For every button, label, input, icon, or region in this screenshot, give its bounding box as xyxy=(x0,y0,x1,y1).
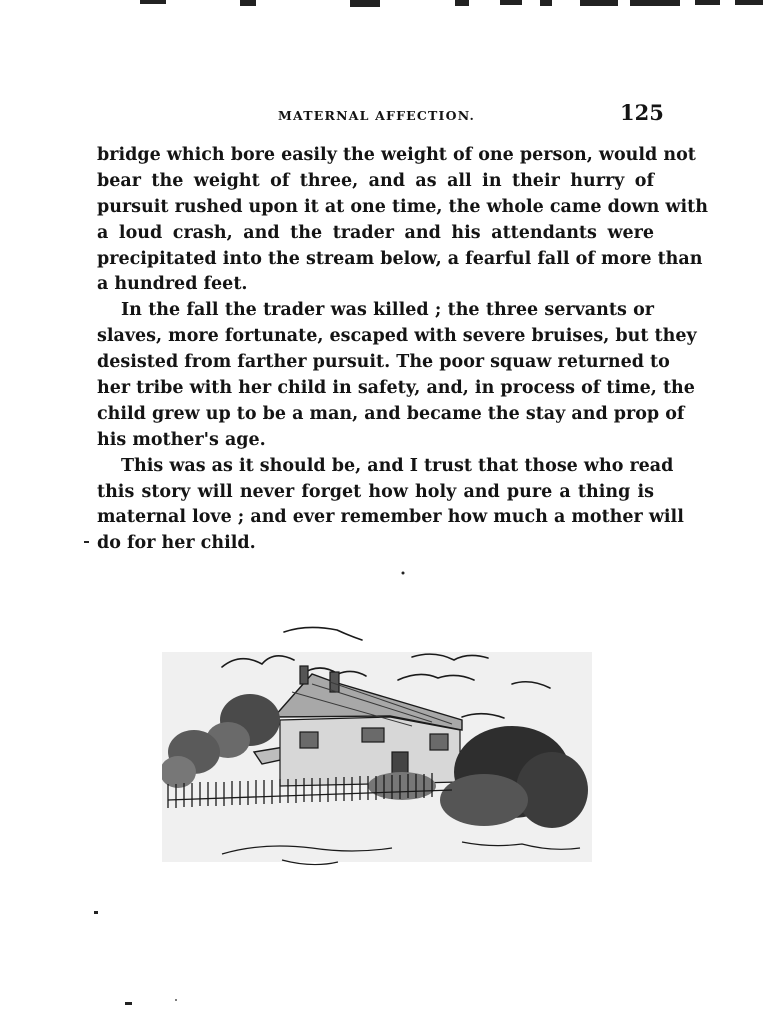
text-line: a loud crash, and the trader and his attendants were xyxy=(97,222,654,243)
text-line: child grew up to be a man, and became the stay and prop of xyxy=(97,403,685,424)
paragraph xyxy=(97,298,697,453)
text-line: slaves, more fortunate, escaped with severe bruises, but they xyxy=(97,326,697,347)
text-line: This was as it should be, and I trust that those who read xyxy=(121,455,674,476)
body-text xyxy=(97,143,708,557)
running-head: MATERNAL AFFECTION. xyxy=(278,108,476,123)
text-line: her tribe with her child in safety, and, in process of time, the xyxy=(97,378,695,399)
text-line: do for her child. xyxy=(97,533,256,554)
page-number: 125 xyxy=(620,100,664,125)
text-line: a hundred feet. xyxy=(97,274,248,295)
bird-stroke xyxy=(284,627,362,640)
cottage-walls xyxy=(280,717,460,786)
previous-page-bleed xyxy=(0,0,769,14)
text-line: bridge which bore easily the weight of one person, would not xyxy=(97,145,696,165)
text-line: pursuit rushed upon it at one time, the whole came down with xyxy=(97,196,708,217)
text-line: maternal love ; and ever remember how much a mother will xyxy=(97,507,684,528)
text-line: bear the weight of three, and as all in their hurry of xyxy=(97,170,654,191)
text-line: In the fall the trader was killed ; the three servants or xyxy=(121,300,654,321)
text-line: desisted from farther pursuit. The poor squaw returned to xyxy=(97,352,670,373)
text-line: this story will never forget how holy and pure a thing is xyxy=(97,481,654,502)
paragraph xyxy=(97,454,684,558)
text-line: precipitated into the stream below, a fearful fall of more than xyxy=(97,248,703,269)
text-line: his mother's age. xyxy=(97,429,266,450)
cottage-illustration xyxy=(162,622,592,870)
paragraph xyxy=(97,143,708,298)
